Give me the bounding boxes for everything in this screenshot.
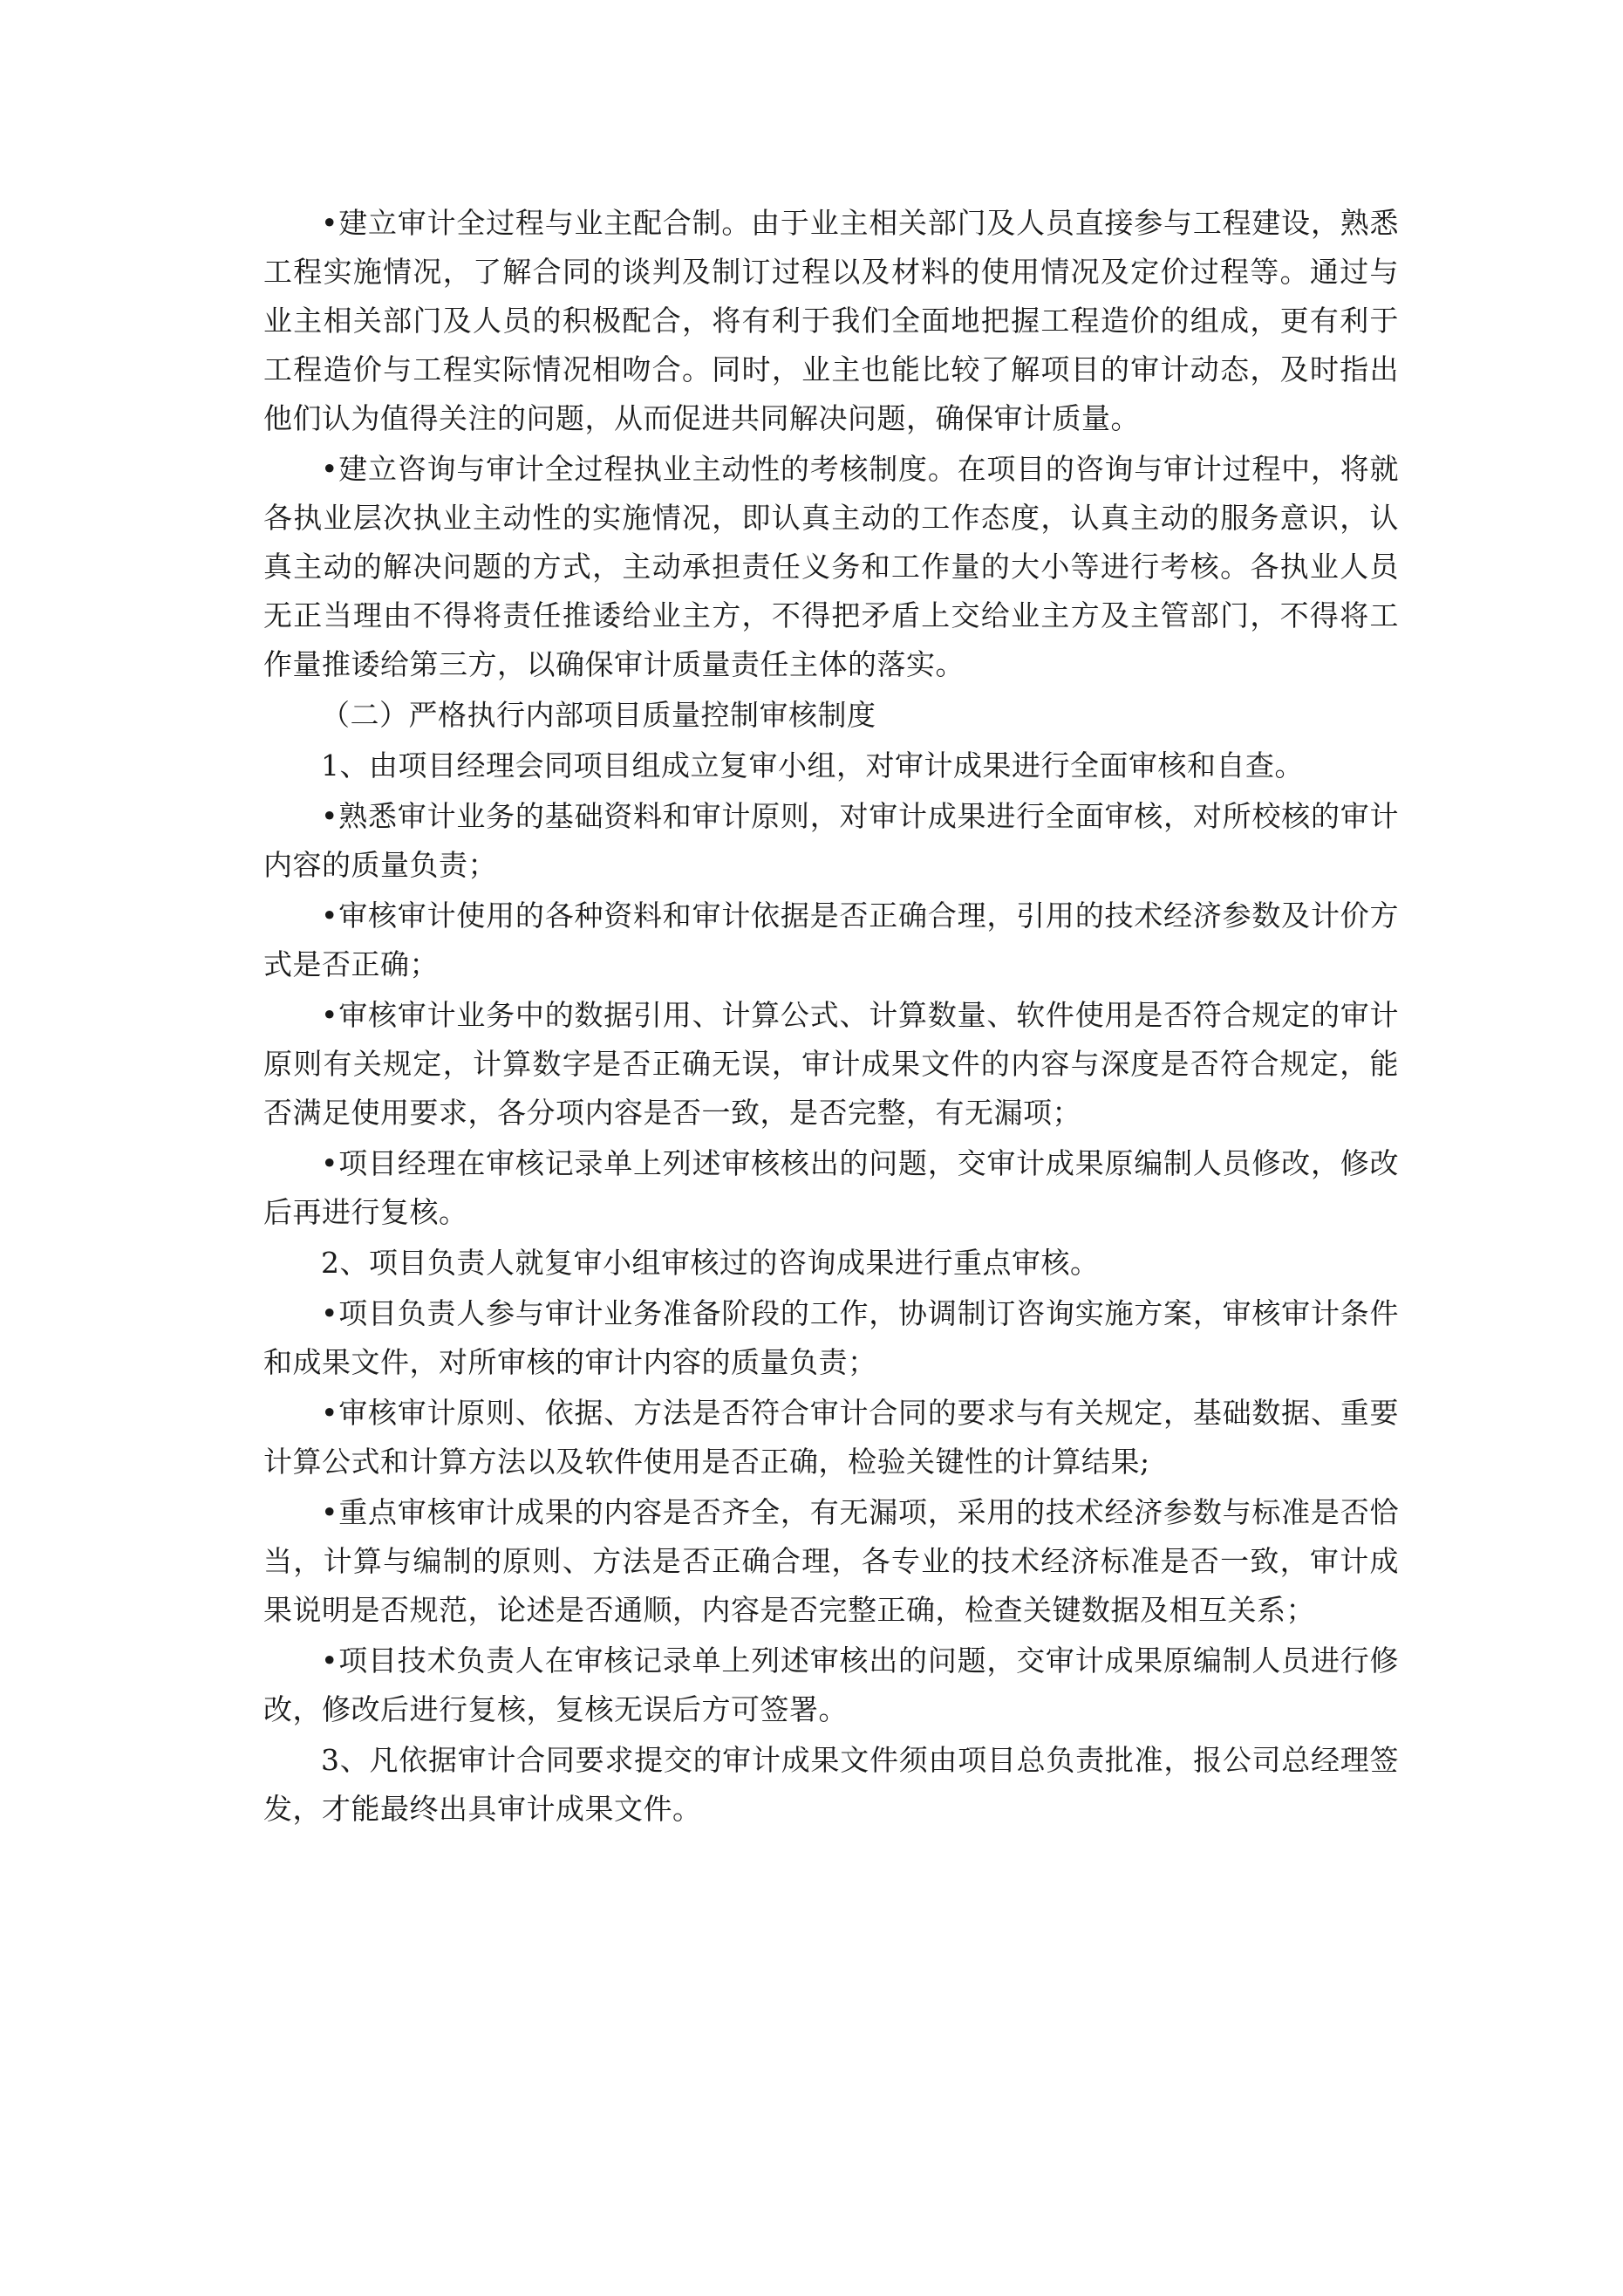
paragraph-bullet-manager-record: •项目经理在审核记录单上列述审核核出的问题，交审计成果原编制人员修改，修改后再进行复核。 xyxy=(263,1146,1399,1229)
paragraph-bullet-review-data: •审核审计业务中的数据引用、计算公式、计算数量、软件使用是否符合规定的审计原则有关规定，计算数字是否正确无误，审计成果文件的内容与深度是否符合规定，能否满足使用要求，各分项内容是否一致，是否完整，有无漏项； xyxy=(263,998,1399,1130)
paragraph-bullet-key-review: •重点审核审计成果的内容是否齐全，有无漏项，采用的技术经济参数与标准是否恰当，计算与编制的原则、方法是否正确合理，各专业的技术经济标准是否一致，审计成果说明是否规范，论述是否通顺，内容是否完整正确，检查关键数据及相互关系； xyxy=(263,1495,1399,1627)
paragraph-bullet-review-principles: •审核审计原则、依据、方法是否符合审计合同的要求与有关规定，基础数据、重要计算公式和计算方法以及软件使用是否正确，检验关键性的计算结果; xyxy=(263,1396,1399,1479)
section-heading-internal-review: （二）严格执行内部项目质量控制审核制度 xyxy=(321,698,876,732)
document-body xyxy=(263,199,1399,1835)
paragraph-bullet-tech-leader-record: •项目技术负责人在审核记录单上列述审核出的问题，交审计成果原编制人员进行修改，修改后进行复核，复核无误后方可签署。 xyxy=(263,1643,1399,1726)
paragraph-item-2: 2、项目负责人就复审小组审核过的咨询成果进行重点审核。 xyxy=(321,1246,1100,1280)
paragraph-item-3: 3、凡依据审计合同要求提交的审计成果文件须由项目总负责批准，报公司总经理签发，才能最终出具审计成果文件。 xyxy=(263,1743,1399,1826)
paragraph-owner-cooperation: •建立审计全过程与业主配合制。由于业主相关部门及人员直接参与工程建设，熟悉工程实施情况，了解合同的谈判及制订过程以及材料的使用情况及定价过程等。通过与业主相关部门及人员的积极配合，将有利于我们全面地把握工程造价的组成，更有利于工程造价与工程实际情况相吻合。同时，业主也能比较了解项目的审计动态，及时指出他们认为值得关注的问题，从而促进共同解决问题，确保审计质量。 xyxy=(263,206,1399,435)
paragraph-bullet-familiarize: •熟悉审计业务的基础资料和审计原则，对审计成果进行全面审核，对所校核的审计内容的质量负责； xyxy=(263,799,1399,882)
paragraph-initiative-assessment: •建立咨询与审计全过程执业主动性的考核制度。在项目的咨询与审计过程中，将就各执业层次执业主动性的实施情况，即认真主动的工作态度，认真主动的服务意识，认真主动的解决问题的方式，主动承担责任义务和工作量的大小等进行考核。各执业人员无正当理由不得将责任推诿给业主方，不得把矛盾上交给业主方及主管部门，不得将工作量推诿给第三方，以确保审计质量责任主体的落实。 xyxy=(263,452,1399,681)
paragraph-bullet-leader-participate: •项目负责人参与审计业务准备阶段的工作，协调制订咨询实施方案，审核审计条件和成果文件，对所审核的审计内容的质量负责； xyxy=(263,1296,1399,1379)
paragraph-bullet-review-materials: •审核审计使用的各种资料和审计依据是否正确合理，引用的技术经济参数及计价方式是否正确； xyxy=(263,899,1399,981)
paragraph-item-1: 1、由项目经理会同项目组成立复审小组，对审计成果进行全面审核和自查。 xyxy=(321,748,1304,782)
